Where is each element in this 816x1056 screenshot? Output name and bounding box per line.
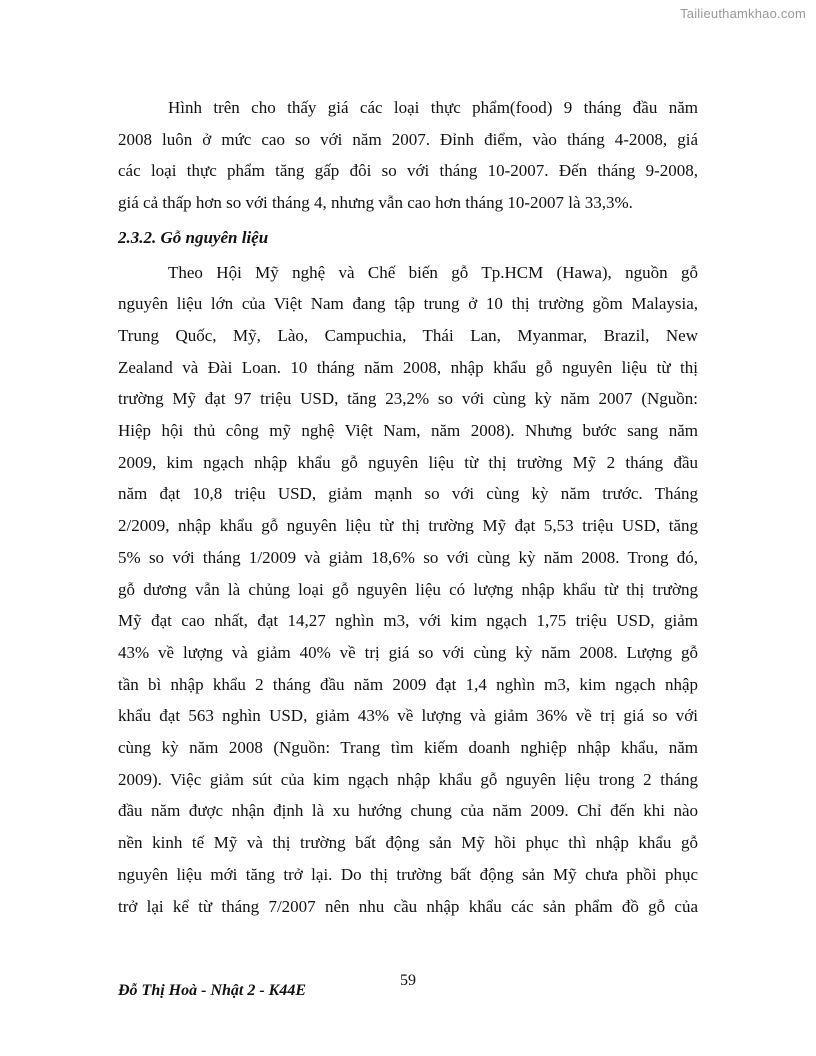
text-line: 5% so với tháng 1/2009 và giảm 18,6% so với cùng kỳ năm 2008. Trong đó, — [118, 547, 698, 567]
text-line: các loại thực phẩm tăng gấp đôi so với tháng 10-2007. Đến tháng 9-2008, — [118, 161, 698, 181]
text-line: 2/2009, nhập khẩu gỗ nguyên liệu từ thị trường Mỹ đạt 5,53 triệu USD, tăng — [118, 516, 698, 536]
paragraph-raw-wood — [118, 257, 698, 923]
page-number: 59 — [400, 972, 416, 989]
text-line: gỗ dương vẫn là chủng loại gỗ nguyên liệu có lượng nhập khẩu từ thị trường — [118, 579, 698, 599]
text-line: Zealand và Đài Loan. 10 tháng năm 2008, nhập khẩu gỗ nguyên liệu từ thị — [118, 357, 698, 377]
page-body — [118, 92, 698, 922]
watermark: Tailieuthamkhao.com — [680, 6, 806, 21]
text-line: cùng kỳ năm 2008 (Nguồn: Trang tìm kiếm doanh nghiệp nhập khẩu, năm — [118, 738, 698, 758]
text-line: 2009, kim ngạch nhập khẩu gỗ nguyên liệu từ thị trường Mỹ 2 tháng đầu — [118, 452, 698, 472]
text-line: trường Mỹ đạt 97 triệu USD, tăng 23,2% so với cùng kỳ năm 2007 (Nguồn: — [118, 389, 698, 409]
text-line: 2008 luôn ở mức cao so với năm 2007. Đỉnh điểm, vào tháng 4-2008, giá — [118, 129, 698, 149]
paragraph-food-prices — [118, 92, 698, 219]
text-line: nền kinh tế Mỹ và thị trường bất động sản Mỹ hồi phục thì nhập khẩu gỗ — [118, 833, 698, 853]
text-line: nguyên liệu lớn của Việt Nam đang tập trung ở 10 thị trường gồm Malaysia, — [118, 294, 698, 314]
text-line: Theo Hội Mỹ nghệ và Chế biến gỗ Tp.HCM (Hawa), nguồn gỗ — [168, 262, 698, 282]
text-line: 43% về lượng và giảm 40% về trị giá so với cùng kỳ năm 2008. Lượng gỗ — [118, 642, 698, 662]
text-line: đầu năm được nhận định là xu hướng chung của năm 2009. Chỉ đến khi nào — [118, 801, 698, 821]
text-line: 2009). Việc giảm sút của kim ngạch nhập khẩu gỗ nguyên liệu trong 2 tháng — [118, 769, 698, 789]
text-line: khẩu đạt 563 nghìn USD, giảm 43% về lượng và giảm 36% về trị giá so với — [118, 706, 698, 726]
text-line: Trung Quốc, Mỹ, Lào, Campuchia, Thái Lan, Myanmar, Brazil, New — [118, 325, 698, 345]
text-line: Hình trên cho thấy giá các loại thực phẩm(food) 9 tháng đầu năm — [168, 98, 698, 117]
text-line: nguyên liệu mới tăng trở lại. Do thị trường bất động sản Mỹ chưa phồi phục — [118, 864, 698, 884]
text-line: Mỹ đạt cao nhất, đạt 14,27 nghìn m3, với kim ngạch 1,75 triệu USD, giảm — [118, 611, 698, 631]
text-line: giá cả thấp hơn so với tháng 4, nhưng vẫn cao hơn tháng 10-2007 là 33,3%. — [118, 193, 633, 213]
footer-author: Đỗ Thị Hoà - Nhật 2 - K44E — [118, 982, 307, 999]
text-line: trở lại kể từ tháng 7/2007 nên nhu cầu nhập khẩu các sản phẩm đồ gỗ của — [118, 896, 698, 916]
text-line: Hiệp hội thủ công mỹ nghệ Việt Nam, năm 2008). Nhưng bước sang năm — [118, 421, 698, 441]
text-line: năm đạt 10,8 triệu USD, giảm mạnh so với cùng kỳ năm trước. Tháng — [118, 484, 698, 504]
section-heading: 2.3.2. Gỗ nguyên liệu — [118, 227, 269, 247]
text-line: tần bì nhập khẩu 2 tháng đầu năm 2009 đạt 1,4 nghìn m3, kim ngạch nhập — [118, 674, 698, 694]
